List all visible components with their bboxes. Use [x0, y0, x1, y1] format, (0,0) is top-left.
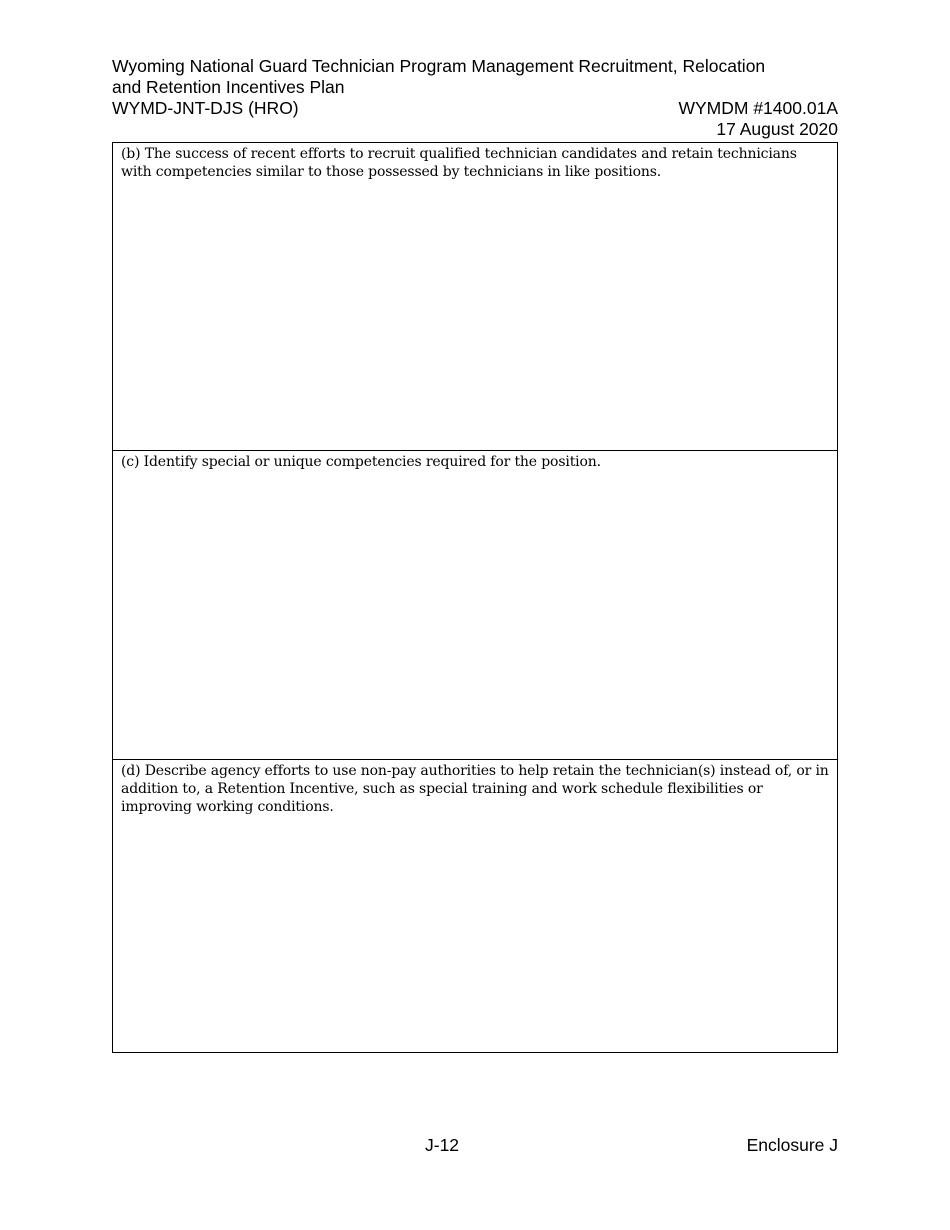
document-title-line-2: and Retention Incentives Plan — [112, 77, 345, 97]
document-date: 17 August 2020 — [716, 119, 838, 139]
document-number: WYMDM #1400.01A — [678, 98, 838, 118]
header-reference-row — [112, 98, 838, 119]
page-number: J-12 — [425, 1135, 460, 1155]
incentive-form-table — [112, 142, 838, 1053]
form-row-c — [113, 451, 838, 760]
document-header — [112, 56, 838, 140]
enclosure-label: Enclosure J — [746, 1135, 838, 1155]
response-box-b[interactable] — [113, 143, 838, 451]
form-row-b — [113, 143, 838, 451]
prompt-b: (b) The success of recent efforts to recruit qualified technician candidates and retain technicians with competencies similar to those possessed by technicians in like positions. — [121, 146, 797, 180]
prompt-c: (c) Identify special or unique competencies required for the position. — [121, 454, 601, 470]
response-box-c[interactable] — [113, 451, 838, 760]
office-symbol: WYMD-JNT-DJS (HRO) — [112, 98, 299, 118]
prompt-d: (d) Describe agency efforts to use non-pay authorities to help retain the technician(s) instead of, or in addition to, a Retention Incentive, such as special training and work schedule flexibilities or improving working conditions. — [121, 763, 829, 815]
document-title-line-1: Wyoming National Guard Technician Program Management Recruitment, Relocation — [112, 56, 766, 76]
form-row-d — [113, 760, 838, 1053]
response-box-d[interactable] — [113, 760, 838, 1053]
